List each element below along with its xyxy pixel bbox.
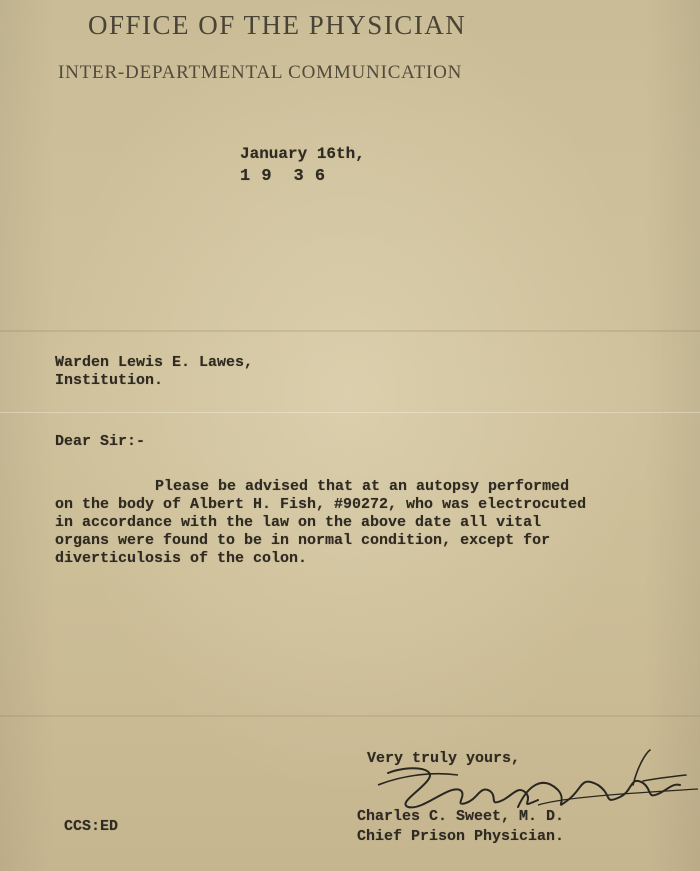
closing: Very truly yours,: [367, 750, 521, 767]
letterhead-department: INTER-DEPARTMENTAL COMMUNICATION: [58, 62, 463, 83]
typist-initials: CCS:ED: [64, 818, 119, 835]
body-line: diverticulosis of the colon.: [55, 550, 308, 567]
body-line: on the body of Albert H. Fish, #90272, who was electrocuted: [55, 496, 587, 513]
fold-line: [0, 412, 700, 413]
signer-title: Chief Prison Physician.: [357, 828, 565, 845]
date-line: January 16th,: [240, 145, 365, 163]
fold-line: [0, 715, 700, 717]
recipient-name: Warden Lewis E. Lawes,: [55, 354, 254, 371]
body-line: in accordance with the law on the above date all vital: [55, 514, 542, 531]
salutation: Dear Sir:-: [55, 433, 146, 450]
recipient-location: Institution.: [55, 372, 164, 389]
letterhead-office: OFFICE OF THE PHYSICIAN: [88, 10, 467, 40]
signer-name: Charles C. Sweet, M. D.: [357, 808, 565, 825]
body-line: Please be advised that at an autopsy performed: [155, 478, 570, 495]
fold-line: [0, 330, 700, 332]
year-line: 1 9 3 6: [240, 167, 326, 186]
body-line: organs were found to be in normal condition, except for: [55, 532, 551, 549]
